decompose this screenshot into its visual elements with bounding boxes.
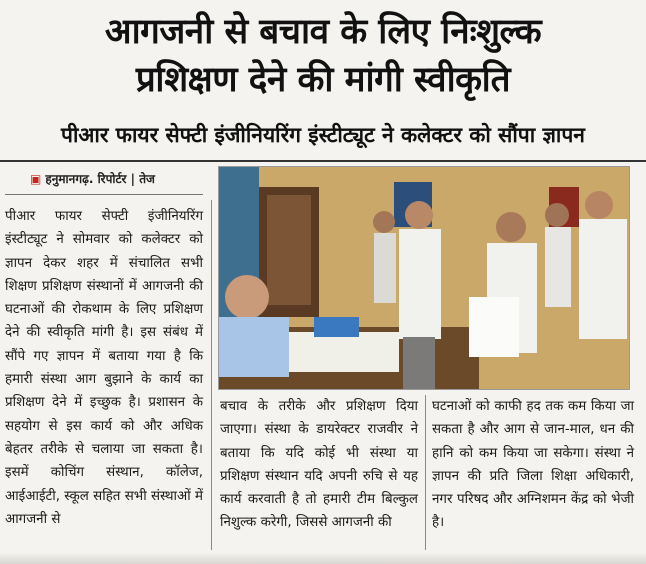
byline-text: हनुमानगढ़. रिपोर्टर | तेज: [45, 172, 155, 186]
byline: [30, 170, 155, 187]
headline-line-1: आगजनी से बचाव के लिए निःशुल्क: [104, 12, 542, 52]
byline-divider: [5, 194, 203, 195]
subhead-divider: [0, 160, 646, 162]
article-column-3: घटनाओं को काफी हद तक कम किया जा सकता है और आग से जान-माल, धन की हानि को कम किया जा सकेगा। संस्था ने ज्ञापन की प्रति जिला शिक्षा अधिकारी, नगर परिषद और अग्निशमन केंद्र को भेजी है।: [432, 399, 634, 531]
byline-marker-icon: ▣: [30, 172, 42, 186]
page-bottom-edge: [0, 552, 646, 564]
article-column-2: बचाव के तरीके और प्रशिक्षण दिया जाएगा। संस्था के डायरेक्टर राजवीर ने बताया कि यदि कोई भी संस्था या प्रशिक्षण संस्थान यदि अपनी रुचि से यह कार्य करवाती है तो हमारी टीम बिल्कुल निशुल्क करेगी, जिससे आगजनी की: [220, 399, 418, 531]
headline-line-2: प्रशिक्षण देने की मांगी स्वीकृति: [135, 60, 511, 100]
subheadline: पीआर फायर सेफ्टी इंजीनियरिंग इंस्टीट्यूट ने कलेक्टर को सौंपा ज्ञापन: [61, 123, 585, 147]
column-divider-1: [211, 200, 212, 550]
column-divider-2: [425, 395, 426, 550]
article-column-1: पीआर फायर सेफ्टी इंजीनियरिंग इंस्टीट्यूट ने सोमवार को कलेक्टर को ज्ञापन देकर शहर में संचालित सभी शिक्षण प्रशिक्षण संस्थानों में आगजनी की घटनाओं की रोकथाम के लिए प्रशिक्षण देने की स्वीकृति मांगी है। इस संबंध में सौंपे गए ज्ञापन में बताया गया है कि हमारी संस्था आग बुझाने के कार्य का प्रशिक्षण देने में इच्छुक है। प्रशासन के सहयोग से इस कार्य को और अधिक बेहतर तरीके से चलाया जा सकता है। इसमें कोचिंग संस्थान, कॉलेज, आईआईटी, स्कूल सहित सभी संस्थाओं में आगजनी से: [5, 209, 203, 527]
news-photo: [218, 166, 630, 390]
